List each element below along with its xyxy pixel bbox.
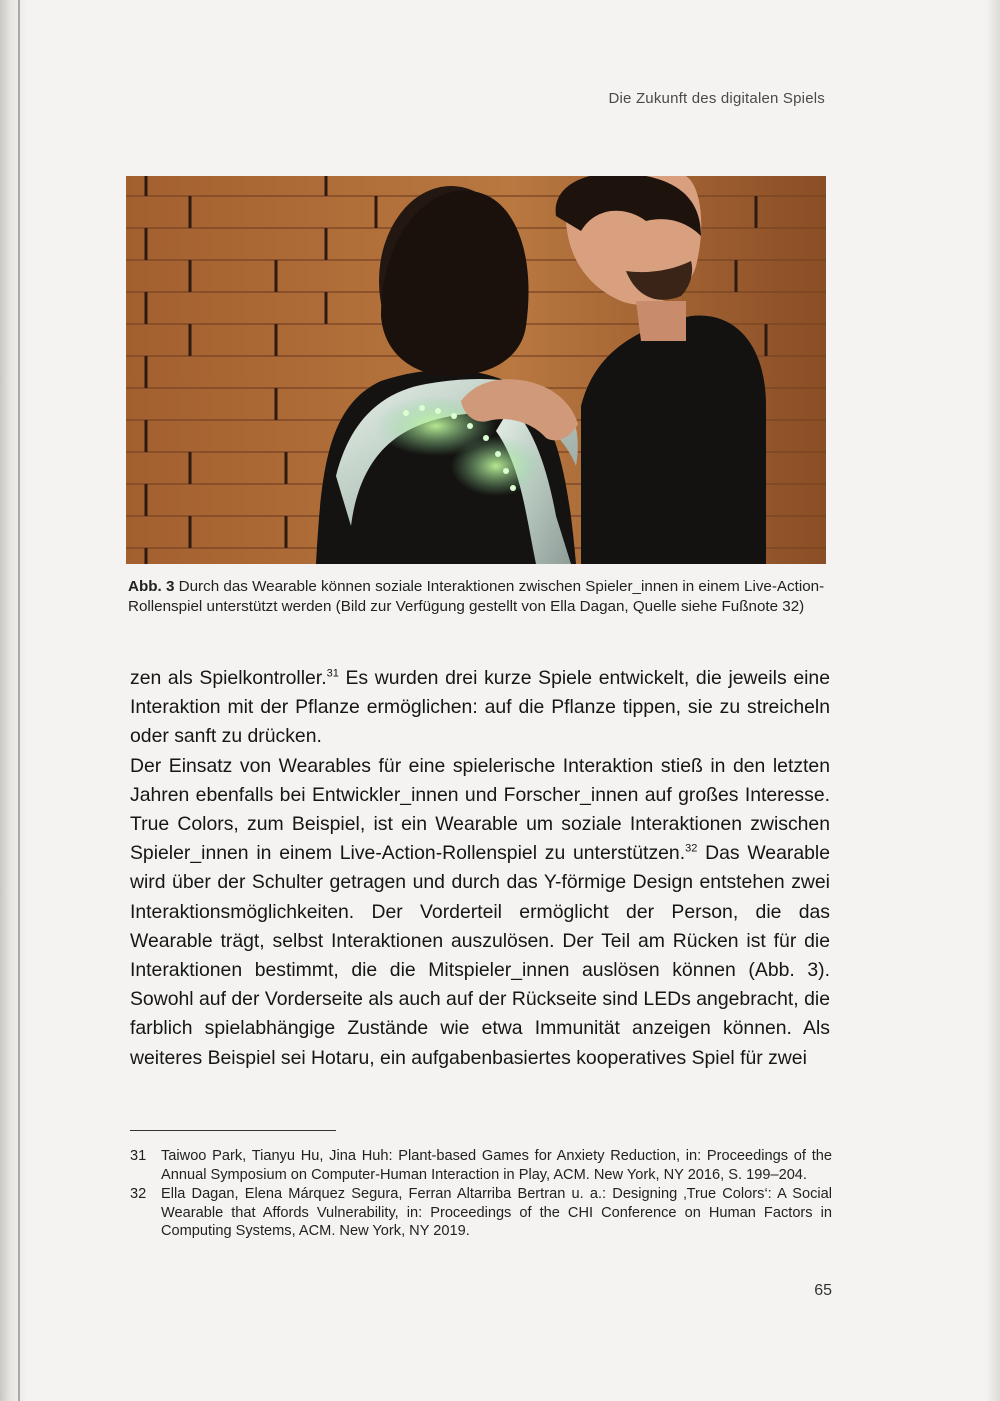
footnote-text: Ella Dagan, Elena Márquez Segura, Ferran Altarriba Bertran u. a.: Designing ‚True Colors‘: A Social Wearable that Affords Vulnerability, in: Proceedings of the CHI Conference on Human Factors in Computing Systems, ACM. New York, NY 2019.: [161, 1186, 832, 1240]
footnote-number: 31: [130, 1148, 147, 1164]
p2-start: Der Einsatz von Wearables für eine spielerische Interaktion stieß in den letzten Jahren ebenfalls bei Entwickler_innen und Forscher_innen auf großes Interesse. True Colors, zum Beispiel, ist ein Wearable um soziale Interaktionen zwischen Spieler_innen in einem Live-Action-Rollenspiel zu unterstützen.: [130, 754, 830, 865]
page-edge: [986, 0, 1000, 1401]
caption-text: Durch das Wearable können soziale Interaktionen zwischen Spieler_innen in einem Live-Action-Rollenspiel unterstützt werden (Bild zur Verfügung gestellt von Ella Dagan, Quelle siehe Fußnote 32): [128, 578, 825, 615]
paragraph-2: [130, 752, 830, 1073]
p2-end: Das Wearable wird über der Schulter getragen und durch das Y-förmige Design entstehen zwei Interaktionsmöglichkeiten. Der Vorderteil ermöglicht der Person, die das Wearable trägt, selbst Interaktionen auszulösen. Der Teil am Rücken ist für die Interaktionen bestimmt, die die Mitspieler_innen auslösen können (Abb. 3). Sowohl auf der Vorderseite als auch auf der Rückseite sind LEDs angebracht, die farblich spielabhängige Zustände wie etwa Immunität anzeigen können. Als weiteres Beispiel sei Hotaru, ein aufgabenbasiertes kooperatives Spiel für zwei: [130, 842, 830, 1069]
body-text: [130, 664, 830, 1073]
p1-end: Es wurden drei kurze Spiele entwickelt, die jeweils eine Interaktion mit der Pflanze ermöglichen: auf die Pflanze tippen, sie zu streicheln oder sanft zu drücken.: [130, 667, 830, 748]
book-gutter: [0, 0, 26, 1401]
figure-photo: [126, 176, 826, 564]
footnote-ref-32[interactable]: 32: [685, 842, 698, 855]
figure-caption: [128, 577, 828, 617]
footnotes: [130, 1147, 832, 1242]
gutter-line: [18, 0, 20, 1401]
footnote: [130, 1147, 832, 1184]
footnote-divider: [130, 1130, 336, 1131]
page-number: 65: [814, 1282, 832, 1299]
footnote-text: Taiwoo Park, Tianyu Hu, Jina Huh: Plant-based Games for Anxiety Reduction, in: Proceedings of the Annual Symposium on Computer-Human Interaction in Play, ACM. New York, NY 2016, S. 199–204.: [161, 1148, 832, 1183]
footnote-number: 32: [130, 1186, 147, 1203]
p1-start: zen als Spielkontroller.: [130, 667, 327, 689]
running-head: Die Zukunft des digitalen Spiels: [608, 90, 825, 107]
footnote-ref-31[interactable]: 31: [326, 667, 339, 680]
footnote: [130, 1185, 832, 1241]
caption-label: Abb. 3: [128, 578, 175, 595]
paragraph-1: [130, 664, 830, 752]
